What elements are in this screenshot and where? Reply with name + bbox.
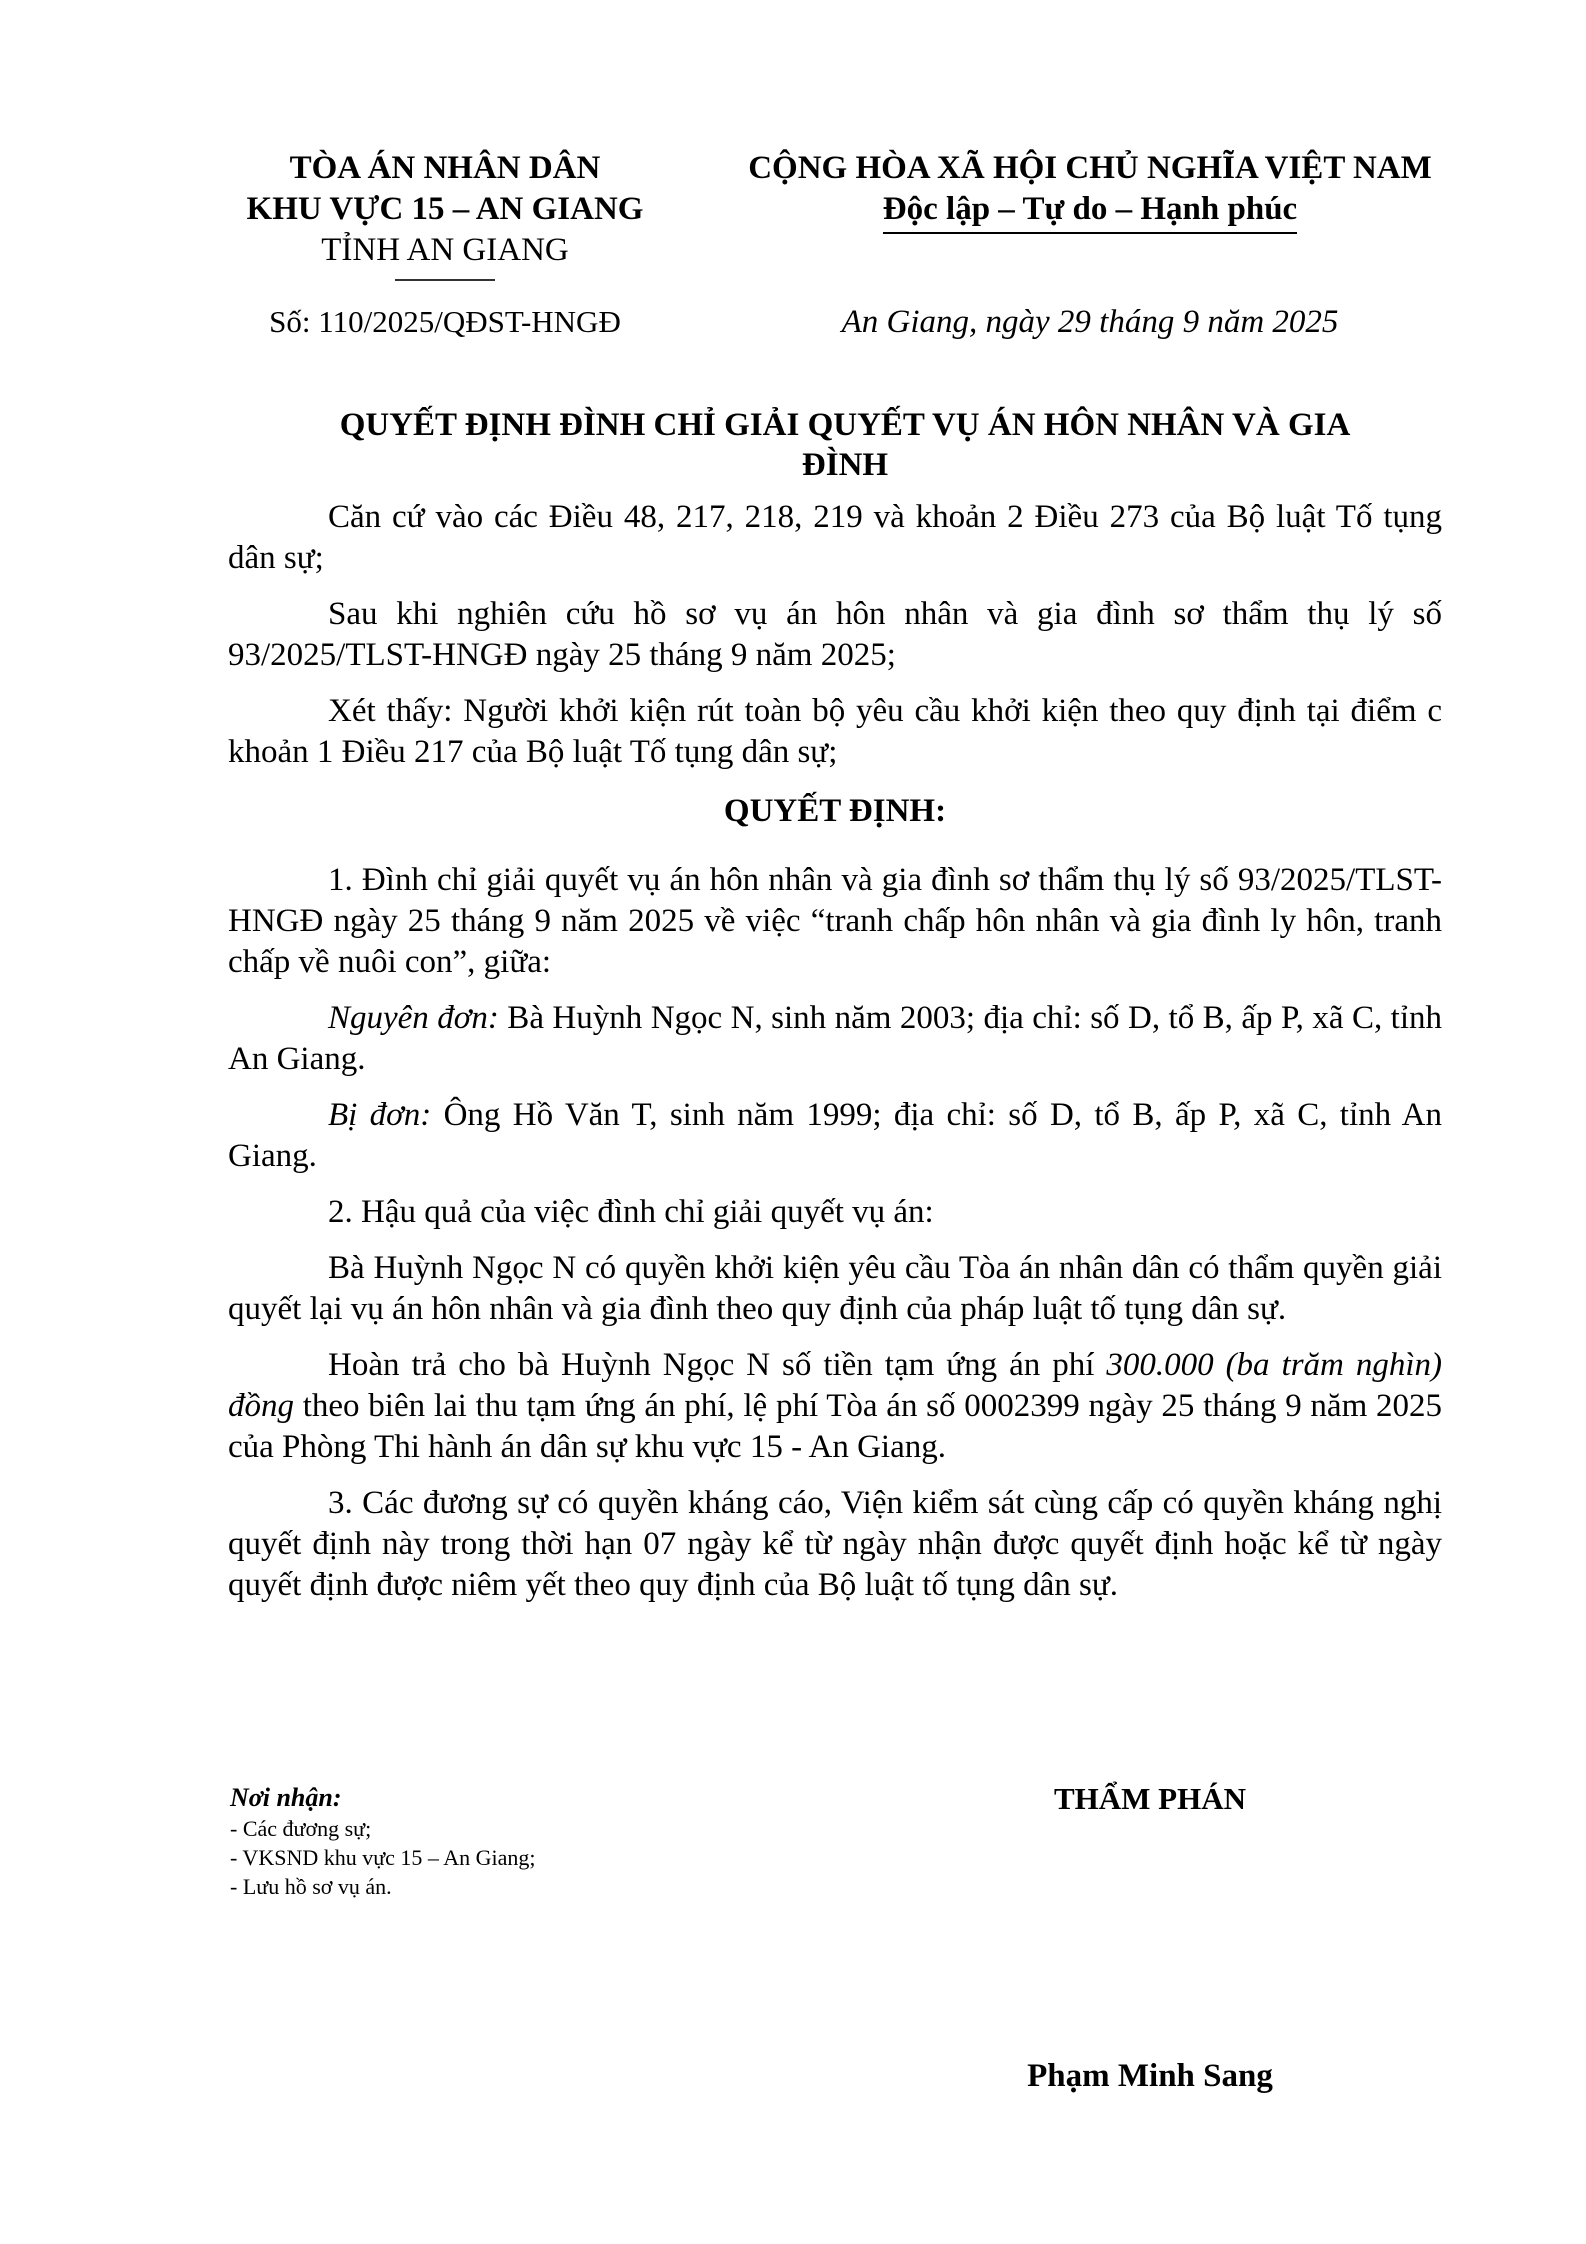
court-name-line1: TÒA ÁN NHÂN DÂN bbox=[289, 150, 601, 186]
court-header bbox=[220, 148, 670, 281]
decision-heading: QUYẾT ĐỊNH: bbox=[723, 793, 947, 829]
recipient-item: - VKSND khu vực 15 – An Giang; bbox=[230, 1845, 536, 1870]
country-name: CỘNG HÒA XÃ HỘI CHỦ NGHĨA VIỆT NAM bbox=[748, 150, 1432, 186]
court-name-line2: KHU VỰC 15 – AN GIANG bbox=[246, 191, 644, 227]
recipients-label: Nơi nhận: bbox=[230, 1783, 342, 1812]
refund-amount: 300.000 (ba trăm nghìn) đồng bbox=[228, 1347, 1442, 1424]
document-body bbox=[228, 497, 1442, 1621]
preamble-finding: Xét thấy: Người khởi kiện rút toàn bộ yêu cầu khởi kiện theo quy định tại điểm c khoản 1 Điều 217 của Bộ luật Tố tụng dân sự; bbox=[228, 693, 1442, 770]
place-and-date: An Giang, ngày 29 tháng 9 năm 2025 bbox=[841, 304, 1339, 340]
signer-title: THẨM PHÁN bbox=[1053, 1781, 1246, 1816]
decision-item-1: 1. Đình chỉ giải quyết vụ án hôn nhân và gia đình sơ thẩm thụ lý số 93/2025/TLST-HNGĐ ngày 25 tháng 9 năm 2025 về việc “tranh chấp hôn nhân và gia đình ly hôn, tranh chấp về nuôi con”, giữa: bbox=[228, 862, 1442, 980]
preamble-case-review: Sau khi nghiên cứu hồ sơ vụ án hôn nhân và gia đình sơ thẩm thụ lý số 93/2025/TLST-HNGĐ ngày 25 tháng 9 năm 2025; bbox=[228, 596, 1442, 673]
plaintiff-details: Bà Huỳnh Ngọc N, sinh năm 2003; địa chỉ: số D, tổ B, ấp P, xã C, tỉnh An Giang. bbox=[228, 1000, 1442, 1077]
recipient-item: - Các đương sự; bbox=[230, 1816, 372, 1841]
recipients-block bbox=[230, 1782, 750, 1901]
court-name-line3: TỈNH AN GIANG bbox=[321, 232, 569, 268]
refiling-rights: Bà Huỳnh Ngọc N có quyền khởi kiện yêu cầu Tòa án nhân dân có thẩm quyền giải quyết lại vụ án hôn nhân và gia đình theo quy định của pháp luật tố tụng dân sự. bbox=[228, 1250, 1442, 1327]
fee-refund-paragraph bbox=[228, 1345, 1442, 1468]
document-title bbox=[230, 405, 1460, 485]
signer-name: Phạm Minh Sang bbox=[1027, 2058, 1273, 2094]
refund-text-start: Hoàn trả cho bà Huỳnh Ngọc N số tiền tạm ứng án phí bbox=[328, 1347, 1107, 1383]
defendant-paragraph bbox=[228, 1095, 1442, 1177]
refund-text-end: theo biên lai thu tạm ứng án phí, lệ phí Tòa án số 0002399 ngày 25 tháng 9 năm 2025 của Phòng Thi hành án dân sự khu vực 15 - An Giang. bbox=[228, 1388, 1442, 1465]
document-number: Số: 110/2025/QĐST-HNGĐ bbox=[269, 304, 621, 339]
court-header-divider bbox=[395, 279, 495, 281]
plaintiff-paragraph bbox=[228, 998, 1442, 1080]
preamble-legal-basis: Căn cứ vào các Điều 48, 217, 218, 219 và khoản 2 Điều 273 của Bộ luật Tố tụng dân sự; bbox=[228, 499, 1442, 576]
defendant-details: Ông Hồ Văn T, sinh năm 1999; địa chỉ: số D, tổ B, ấp P, xã C, tỉnh An Giang. bbox=[228, 1097, 1442, 1174]
decision-item-2: 2. Hậu quả của việc đình chỉ giải quyết vụ án: bbox=[328, 1194, 934, 1230]
plaintiff-label: Nguyên đơn: bbox=[328, 1000, 499, 1036]
recipient-item: - Lưu hồ sơ vụ án. bbox=[230, 1874, 392, 1899]
defendant-label: Bị đơn: bbox=[328, 1097, 432, 1133]
title-line1: QUYẾT ĐỊNH ĐÌNH CHỈ GIẢI QUYẾT VỤ ÁN HÔN NHÂN VÀ GIA bbox=[339, 407, 1351, 443]
national-header bbox=[690, 148, 1490, 234]
decision-item-3: 3. Các đương sự có quyền kháng cáo, Viện kiểm sát cùng cấp có quyền kháng nghị quyết định này trong thời hạn 07 ngày kể từ ngày nhận được quyết định hoặc kể từ ngày quyết định được niêm yết theo quy định của Bộ luật tố tụng dân sự. bbox=[228, 1485, 1442, 1603]
title-line2: ĐÌNH bbox=[801, 447, 889, 483]
national-motto: Độc lập – Tự do – Hạnh phúc bbox=[883, 189, 1297, 234]
